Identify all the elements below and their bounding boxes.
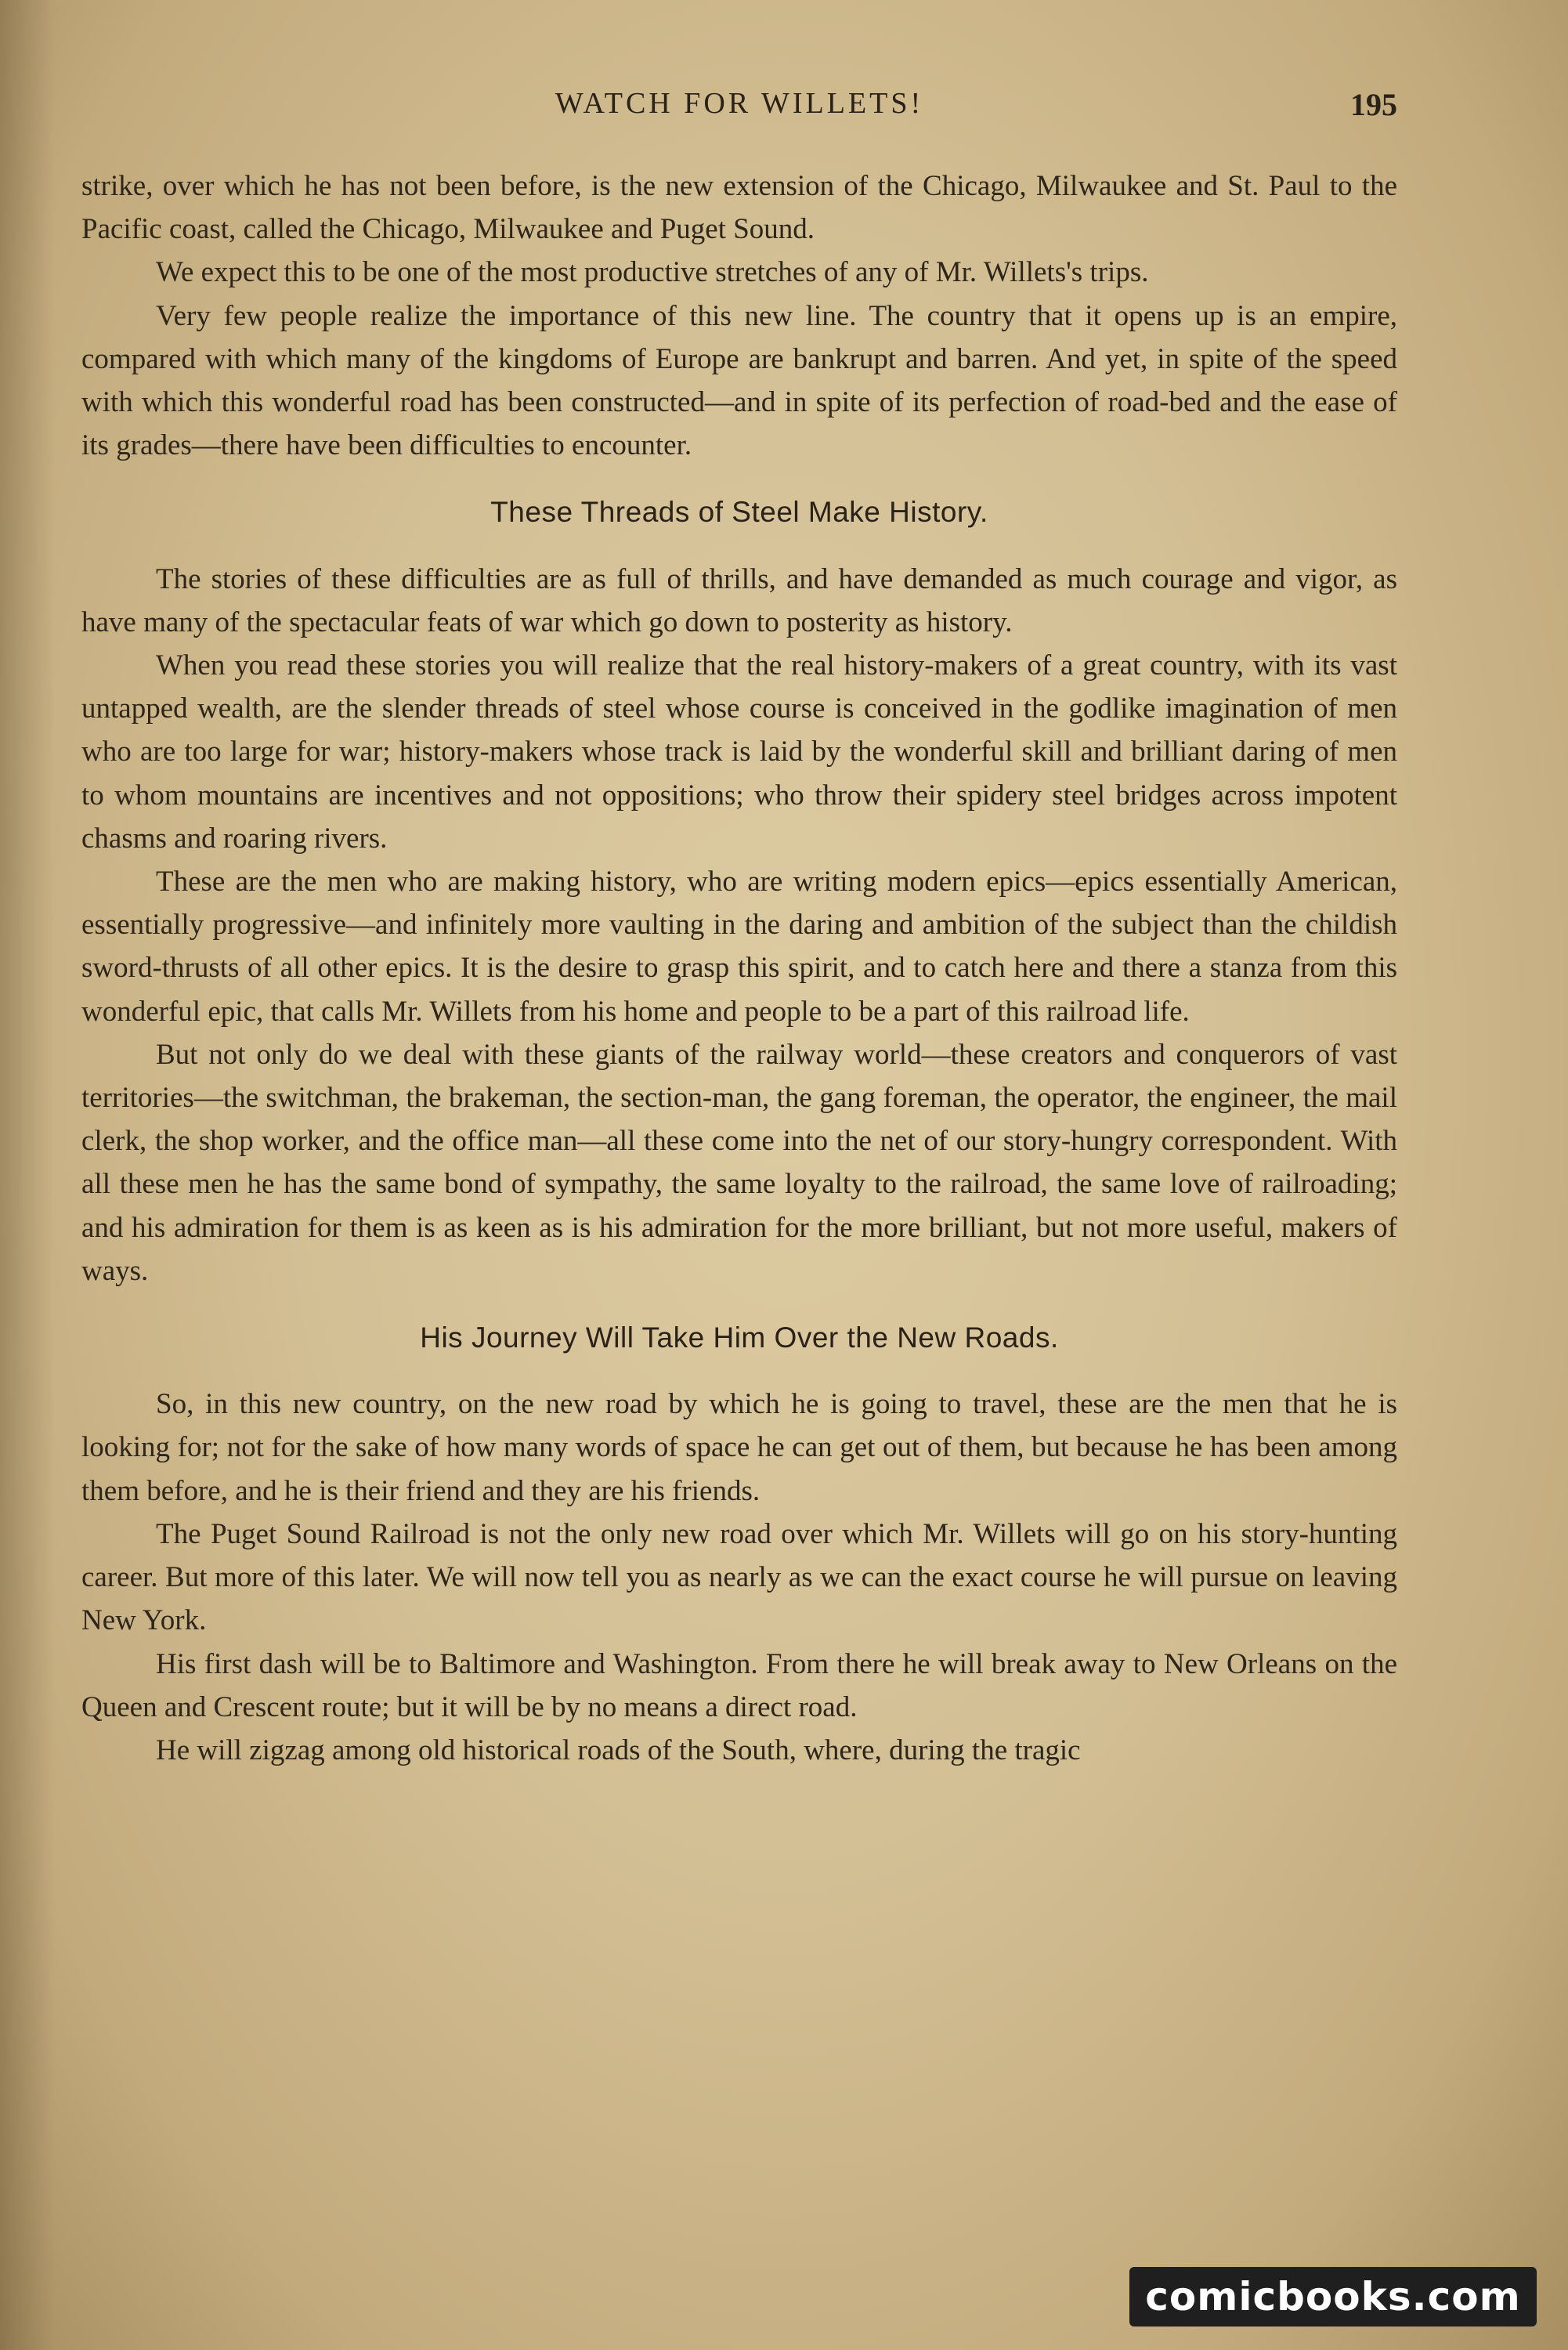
paragraph: So, in this new country, on the new road by which he is going to travel, these are the men that he is looking for; not for the sake of how many words of space he can get out of them, but because he has been among them before, and he is their friend and they are his friends. — [81, 1388, 1397, 1507]
paragraph: But not only do we deal with these giants of the railway world—these creators and conquerors of vast territories—the switchman, the brakeman, the section-man, the gang foreman, the operator, the engineer, the mail clerk, the shop worker, and the office man—all these come into the net of our story-hungry correspondent. With all these men he has the same bond of sympathy, the same loyalty to the railroad, the same love of railroading; and his admiration for them is as keen as is his admiration for the more brilliant, but not more useful, makers of ways. — [81, 1038, 1397, 1287]
paragraph: He will zigzag among old historical roads of the South, where, during the tragic — [156, 1734, 1081, 1766]
section-heading: These Threads of Steel Make History. — [490, 496, 988, 529]
running-head: WATCH FOR WILLETS! — [555, 87, 924, 120]
paragraph: Very few people realize the importance of this new line. The country that it opens up is an empire, compared with which many of the kingdoms of Europe are bankrupt and barren. And yet, in spite of the speed with which this wonderful road has been constructed—and in spite of its perfection of road-bed and the ease of its grades—there have been difficulties to encounter. — [81, 299, 1397, 462]
paragraph: We expect this to be one of the most productive stretches of any of Mr. Willets's trips. — [156, 256, 1149, 289]
page-header — [81, 86, 1397, 133]
watermark-badge — [1129, 2267, 1537, 2326]
page-spine-shadow — [0, 0, 55, 2350]
paragraph: The stories of these difficulties are as full of thrills, and have demanded as much courage and vigor, as have many of the spectacular feats of war which go down to posterity as history. — [81, 562, 1397, 638]
page-number: 195 — [1350, 87, 1397, 122]
paragraph: strike, over which he has not been before, is the new extension of the Chicago, Milwaukee and St. Paul to the Pacific coast, called the Chicago, Milwaukee and Puget Sound. — [81, 170, 1397, 246]
paragraph: These are the men who are making history, who are writing modern epics—epics essentially American, essentially progressive—and infinitely more vaulting in the daring and ambition of the subject than the childish sword-thrusts of all other epics. It is the desire to grasp this spirit, and to catch here and there a stanza from this wonderful epic, that calls Mr. Willets from his home and people to be a part of this railroad life. — [81, 866, 1397, 1028]
paragraph: When you read these stories you will realize that the real history-makers of a great country, with its vast untapped wealth, are the slender threads of steel whose course is conceived in the godlike imagination of men who are too large for war; history-makers whose track is laid by the wonderful skill and brilliant daring of men to whom mountains are incentives and not oppositions; who throw their spidery steel bridges across impotent chasms and roaring rivers. — [81, 649, 1397, 855]
paragraph: The Puget Sound Railroad is not the only new road over which Mr. Willets will go on his story-hunting career. But more of this later. We will now tell you as nearly as we can the exact course he will pursue on leaving New York. — [81, 1517, 1397, 1637]
section-heading: His Journey Will Take Him Over the New Roads. — [420, 1321, 1059, 1354]
watermark-text: comicbooks.com — [1145, 2274, 1521, 2319]
paragraph: His first dash will be to Baltimore and Washington. From there he will break away to New Orleans on the Queen and Crescent route; but it will be by no means a direct road. — [81, 1647, 1397, 1723]
article-body — [81, 164, 1397, 1772]
